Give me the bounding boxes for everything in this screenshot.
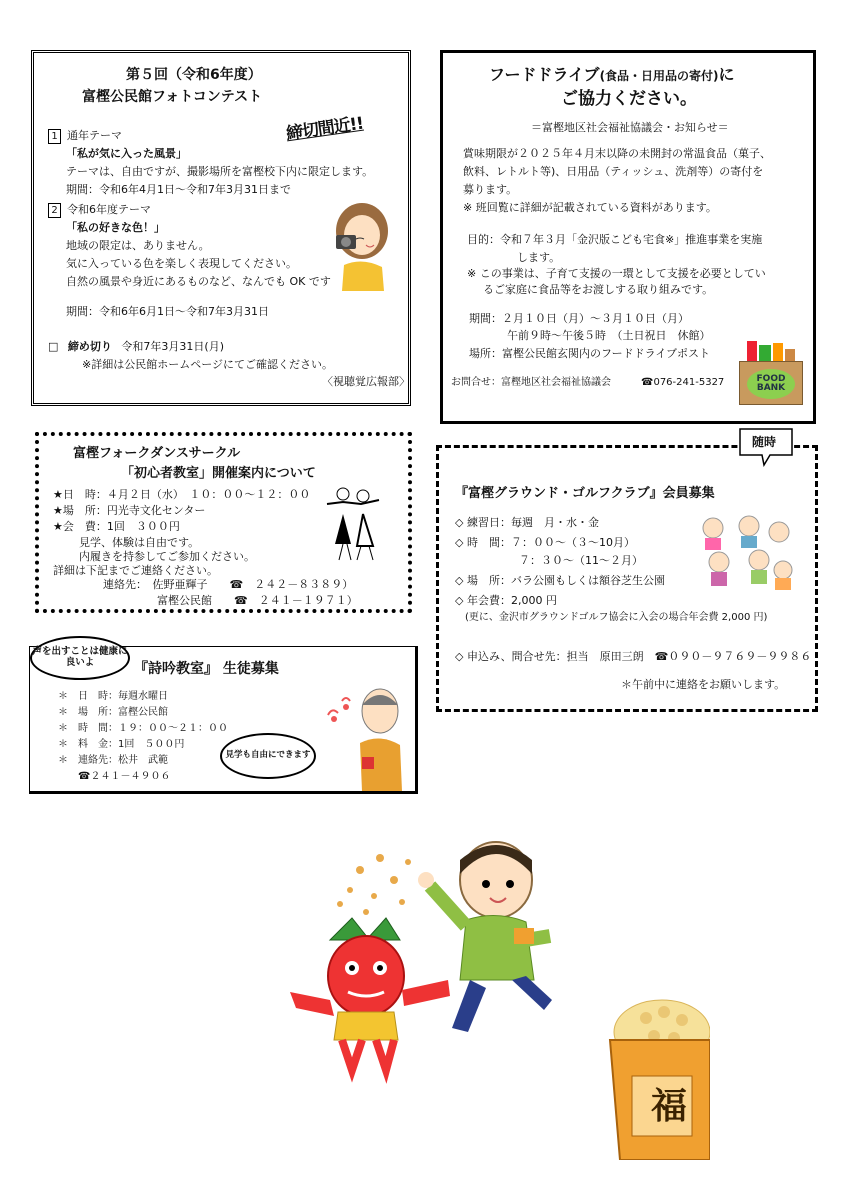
food-p10: 午前９時～午後５時 （土日祝日 休館） — [507, 329, 711, 342]
red-oni — [290, 918, 450, 1070]
item2-desc-3: 自然の風景や身近にあるものなど、なんでも OK です — [66, 275, 331, 288]
food-p3: 募ります。 — [463, 183, 518, 196]
golf-contact-note: ＊午前中に連絡をお願いします。 — [621, 678, 786, 691]
elderly-group-illustration — [695, 512, 795, 596]
item2-period: 期間：令和6年6月1日～令和7年3月31日 — [66, 305, 269, 318]
shigin-time: ＊ 時 間：１９：００～２１：００ — [58, 723, 228, 734]
item1-period: 期間：令和6年4月1日～令和7年3月31日まで — [66, 183, 291, 196]
shigin-title: 『詩吟教室』 生徒募集 — [134, 661, 279, 677]
food-p2: 飲料、レトルト等)、日用品（ティッシュ、洗剤等）の寄付を — [463, 165, 764, 178]
deadline-checkbox: □ — [48, 340, 59, 353]
bean-throwing-boy — [418, 842, 552, 1032]
photo-contest-section — [31, 50, 411, 406]
deadline-soon-stamp: 締切間近!! — [284, 113, 365, 145]
food-drive-section — [440, 50, 816, 424]
item-number-1: 1 — [48, 129, 61, 144]
ground-golf-section — [436, 445, 818, 712]
food-title-ni: に — [718, 65, 735, 84]
anytime-badge-text: 随時 — [752, 435, 777, 449]
shigin-place: ＊ 場 所：富樫公民館 — [58, 707, 168, 718]
food-tel: ☎076-241-5327 — [641, 377, 725, 388]
shigin-tel: ☎２４１－４９０６ — [78, 771, 171, 782]
observe-free-bubble: 見学も自由にできます — [220, 733, 316, 779]
item2-desc-1: 地域の限定は、ありません。 — [66, 239, 210, 252]
item-number-2: 2 — [48, 203, 61, 218]
deadline-date: 令和7年3月31日(月) — [121, 340, 224, 353]
item2-label: 令和6年度テーマ — [67, 203, 151, 216]
photo-title-2: 富樫公民館フォトコンテスト — [82, 89, 263, 105]
shigin-day: ＊ 日 時：毎週水曜日 — [58, 691, 168, 702]
golf-annual-fee: ◇ 年会費：2,000 円 — [455, 594, 557, 607]
folk-dance-section — [35, 432, 412, 613]
golf-fee-note: (更に、金沢市グラウンドゴルフ協会に入会の場合年会費 2,000 円) — [465, 612, 768, 623]
dance-title-1: 富樫フォークダンスサークル — [73, 446, 241, 461]
golf-title: 『富樫グラウンド・ゴルフクラブ』会員募集 — [455, 486, 715, 501]
golf-time-winter: ７：３０～（11～２月） — [519, 554, 643, 567]
golf-time-summer: ◇ 時 間：７：００～（３～10月） — [455, 536, 635, 549]
photo-note: ※詳細は公民館ホームページにてご確認ください。 — [82, 358, 333, 371]
photo-title-1: 第５回（令和6年度） — [126, 67, 262, 83]
food-p1: 賞味期限が２０２５年４月末以降の未開封の常温食品（菓子、 — [463, 147, 771, 160]
dance-note-3: 詳細は下記までご連絡ください。 — [53, 564, 218, 577]
dancing-couple-illustration — [321, 484, 385, 562]
fuku-bean-box — [610, 1000, 710, 1160]
anytime-badge — [736, 427, 796, 467]
golf-contact: ◇ 申込み、問合せ先：担当 原田三朗 ☎０９０－９７６９－９９８６ — [455, 650, 812, 663]
food-p5: 目的：令和７年３月「金沢版こども宅食※」推進事業を実施 — [467, 233, 763, 246]
food-title-2: ご協力ください。 — [561, 89, 697, 109]
golf-practice-days: ◇ 練習日：毎週 月・水・金 — [455, 516, 599, 529]
food-title-main: フードドライブ — [489, 65, 600, 84]
dance-place: ★場 所：円光寺文化センター — [53, 504, 206, 517]
food-contact: お問合せ：富樫地区社会福祉協議会 — [451, 377, 611, 388]
item2-desc-2: 気に入っている色を楽しく表現してください。 — [66, 257, 297, 270]
dance-note-1: 見学、体験は自由です。 — [79, 536, 200, 549]
food-p7: ※ この事業は、子育て支援の一環として支援を必要としてい — [467, 267, 766, 280]
dance-note-2: 内履きを持参してご参加ください。 — [79, 550, 255, 563]
food-bank-word-2: BANK — [756, 383, 786, 393]
shigin-fee: ＊ 料 金：1回 ５００円 — [58, 739, 185, 750]
food-p6: します。 — [517, 251, 561, 264]
singing-man-illustration — [326, 685, 406, 791]
setsubun-illustration — [290, 840, 710, 1160]
dance-fee: ★会 費：1回 ３００円 — [53, 520, 180, 533]
food-p8: るご家庭に食品等をお渡しする取り組みです。 — [483, 283, 714, 296]
item1-theme: 「私が気に入った風景」 — [66, 147, 187, 160]
food-p9: 期間：２月１０日（月）～３月１０日（月） — [469, 312, 689, 325]
food-bank-word-1: FOOD — [756, 373, 786, 384]
fuku-character: 福 — [651, 1085, 688, 1127]
item1-desc: テーマは、自由ですが、撮影場所を富樫校下内に限定します。 — [66, 165, 374, 178]
shigin-contact: ＊ 連絡先：松井 武範 — [58, 755, 168, 766]
golf-place: ◇ 場 所：バラ公園もしくは額谷芝生公園 — [455, 574, 665, 587]
photo-dept: 〈視聴覚広報部〉 — [322, 375, 410, 388]
food-p11: 場所：富樫公民館玄関内のフードドライブポスト — [469, 347, 711, 360]
deadline-label: 締め切り — [67, 340, 112, 353]
dance-title-2: 「初心者教室」開催案内について — [121, 466, 316, 481]
item2-theme: 「私の好きな色！」 — [66, 221, 165, 234]
food-bank-box-illustration — [739, 341, 803, 405]
dance-contact-1: 連絡先： 佐野亜輝子 ☎ ２４２－８３８９） — [103, 578, 354, 591]
healthy-voice-bubble: 声を出すことは健康に良いよ — [30, 636, 130, 680]
food-p4: ※ 班回覧に詳細が記載されている資料があります。 — [463, 201, 717, 214]
dance-contact-2: 富樫公民館 ☎ ２４１－１９７１） — [157, 594, 358, 607]
food-title-paren: (食品・日用品の寄付) — [599, 69, 719, 83]
camera-girl-illustration — [324, 201, 394, 291]
food-subtitle: ＝富樫地区社会福祉協議会・お知らせ＝ — [531, 121, 729, 134]
item1-label: 通年テーマ — [67, 129, 122, 142]
dance-datetime: ★日 時：４月２日（水） １０：００～１２：００ — [53, 488, 311, 501]
